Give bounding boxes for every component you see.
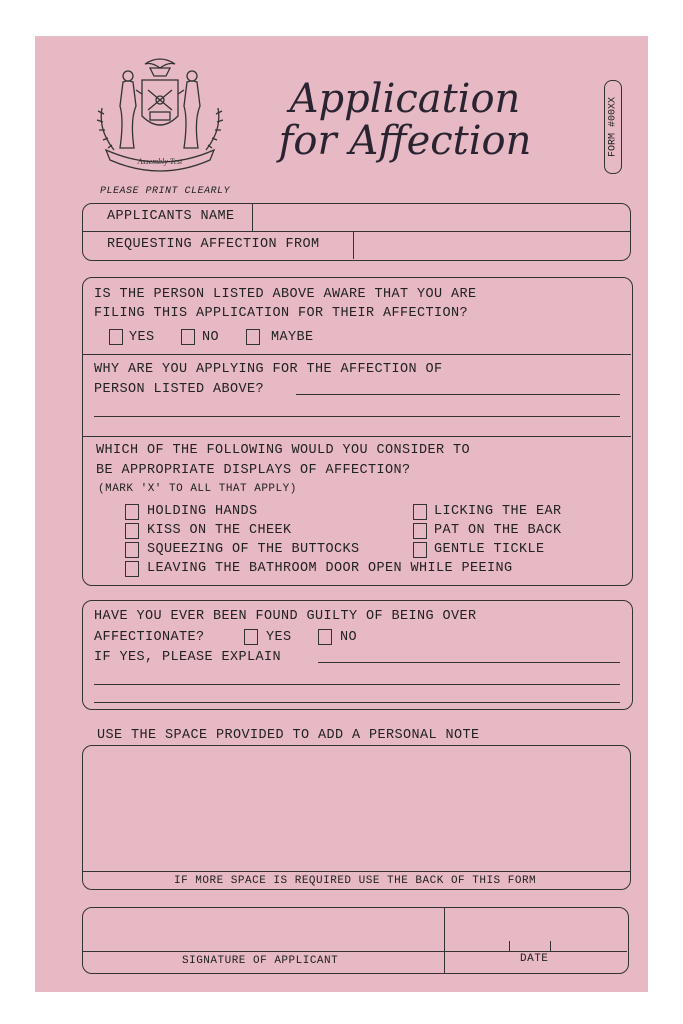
reason-answer-line[interactable] [296,394,620,395]
displays-instruction: (MARK 'X' TO ALL THAT APPLY) [98,483,297,495]
reason-question-line-1: WHY ARE YOU APPLYING FOR THE AFFECTION OF [94,362,443,377]
holding-hands-label: HOLDING HANDS [147,504,258,519]
explain-answer-line[interactable] [318,662,620,663]
no-label: NO [202,330,220,345]
form-title [250,78,560,162]
divider [252,204,253,231]
signature-label: SIGNATURE OF APPLICANT [182,955,339,967]
guilty-yes-checkbox[interactable] [244,629,258,645]
squeezing-label: SQUEEZING OF THE BUTTOCKS [147,542,360,557]
divider [444,908,445,973]
questions-section [82,277,633,586]
requesting-from-field[interactable] [357,233,626,257]
squeezing-checkbox[interactable] [125,542,139,558]
guilty-question-line-2: AFFECTIONATE? [94,630,205,645]
guilty-question-line-1: HAVE YOU EVER BEEN FOUND GUILTY OF BEING OVER [94,609,477,624]
bathroom-door-checkbox[interactable] [125,561,139,577]
yes-label: YES [129,330,155,345]
maybe-label: MAYBE [271,330,314,345]
date-tick [550,941,551,951]
guilty-no-label: NO [340,630,358,645]
seal-motto-text: Assembly Test [137,157,183,166]
title-line-2: for Affection [278,118,532,164]
divider [83,871,630,872]
awareness-question-line-1: IS THE PERSON LISTED ABOVE AWARE THAT YOU ARE [94,287,477,302]
date-tick [509,941,510,951]
awareness-question-line-2: FILING THIS APPLICATION FOR THEIR AFFECTION? [94,306,469,321]
displays-question-line-1: WHICH OF THE FOLLOWING WOULD YOU CONSIDER TO [96,443,471,458]
divider [83,354,631,355]
more-space-note: IF MORE SPACE IS REQUIRED USE THE BACK OF THIS FORM [174,875,537,887]
maybe-checkbox[interactable] [246,329,260,345]
reason-answer-line[interactable] [94,416,620,417]
date-label: DATE [520,953,549,965]
divider [83,231,630,232]
licking-ear-checkbox[interactable] [413,504,427,520]
reason-question-line-2: PERSON LISTED ABOVE? [94,382,265,397]
signature-line[interactable] [83,951,444,952]
kiss-cheek-label: KISS ON THE CHEEK [147,523,292,538]
applicant-name-field[interactable] [256,205,626,229]
personal-note-box[interactable] [82,745,631,890]
divider [83,436,631,437]
bathroom-door-label: LEAVING THE BATHROOM DOOR OPEN WHILE PEEING [147,561,513,576]
explain-answer-line[interactable] [94,684,620,685]
kiss-cheek-checkbox[interactable] [125,523,139,539]
guilty-yes-label: YES [266,630,292,645]
explain-answer-line[interactable] [94,702,620,703]
applicant-name-label: APPLICANTS NAME [107,209,235,224]
yes-checkbox[interactable] [109,329,123,345]
print-clearly-note: PLEASE PRINT CLEARLY [100,186,231,197]
form-number-badge [604,80,622,174]
title-line-1: Application [289,76,521,122]
gentle-tickle-checkbox[interactable] [413,542,427,558]
gentle-tickle-label: GENTLE TICKLE [434,542,545,557]
no-checkbox[interactable] [181,329,195,345]
personal-note-label: USE THE SPACE PROVIDED TO ADD A PERSONAL NOTE [97,728,480,743]
requesting-from-label: REQUESTING AFFECTION FROM [107,237,320,252]
licking-ear-label: LICKING THE EAR [434,504,562,519]
divider [353,232,354,259]
pat-back-checkbox[interactable] [413,523,427,539]
date-line[interactable] [445,951,627,952]
state-seal-icon [90,50,230,180]
explain-label: IF YES, PLEASE EXPLAIN [94,650,282,665]
displays-question-line-2: BE APPROPRIATE DISPLAYS OF AFFECTION? [96,463,411,478]
guilty-no-checkbox[interactable] [318,629,332,645]
form-number-text: FORM #00XX [607,96,619,158]
holding-hands-checkbox[interactable] [125,504,139,520]
pat-back-label: PAT ON THE BACK [434,523,562,538]
